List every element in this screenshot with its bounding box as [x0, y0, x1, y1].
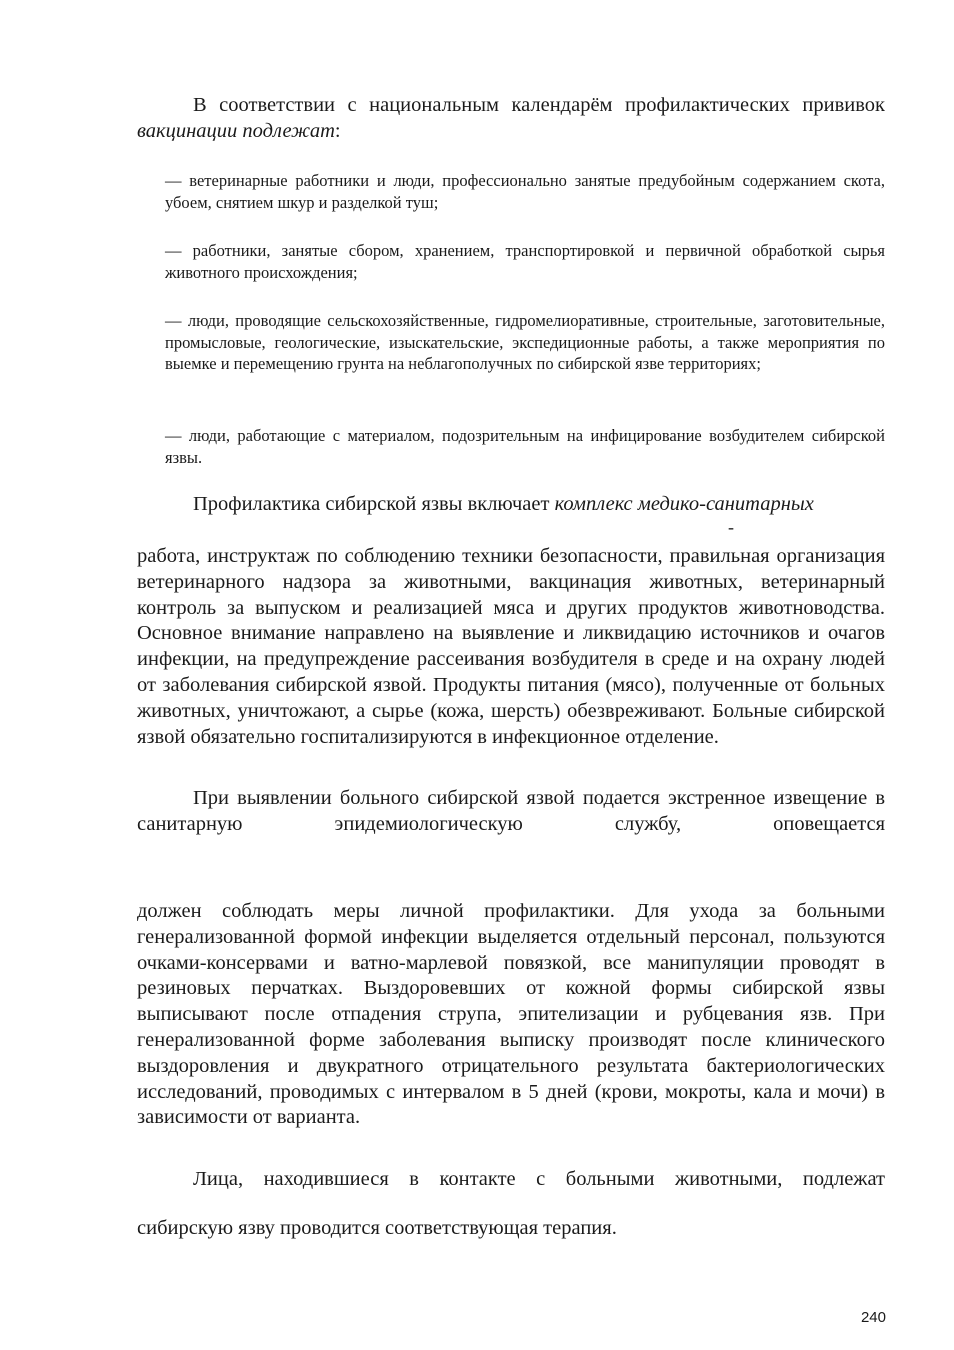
detection-paragraph: При выявлении больного сибирской язвой подается экстренное извещение в санитарную эпидемиологическую службу, оповещается [137, 787, 885, 835]
prophylaxis-text: Профилактика сибирской язвы включает [193, 493, 555, 515]
page-number: 240 [860, 1309, 886, 1326]
intro-emphasis: вакцинации подлежат [137, 119, 335, 142]
contacts-continuation: сибирскую язву проводится соответствующая терапия. [137, 1217, 617, 1239]
intro-colon: : [334, 119, 341, 142]
prophylaxis-lead [137, 492, 885, 518]
prophylaxis-continuation: работа, инструктаж по соблюдению техники безопасности, правильная организация ветеринарного надзора за животными, вакцинация животных, ветеринарный контроль за выпуском и реализацией мяса и других продуктов животноводства. Основное внимание направлено на выявление и ликвидацию источников и очагов инфекции, на предупреждение рассеивания возбудителя в среде и на охрану людей от заболевания сибирской язвой. Продукты питания (мясо), полученные от больных животных, уничтожают, а сырье (кожа, шерсть) обезвреживают. Больные сибирской язвой обязательно госпитализируются в инфекционное отделение. [137, 545, 885, 748]
contacts-paragraph: Лица, находившиеся в контакте с больными животными, подлежат [193, 1168, 885, 1190]
intro-text: В соответствии с национальным календарём профилактических прививок [193, 94, 885, 116]
list-item: — люди, проводящие сельскохозяйственные, гидромелиоративные, строительные, заготовительные, промысловые, геологические, изыскательские, экспедиционные работы, а также мероприятия по выемке и перемещению грунта на неблагополучных по сибирской язве территориях; [165, 311, 885, 373]
list-item: — люди, работающие с материалом, подозрительным на инфицирование возбудителем сибирской язвы. [165, 426, 885, 467]
list-item: — ветеринарные работники и люди, профессионально занятые предубойным содержанием скота, убоем, снятием шкур и разделкой туш; [165, 171, 885, 212]
list-item: — работники, занятые сбором, хранением, транспортировкой и первичной обработкой сырья животного происхождения; [165, 241, 885, 282]
intro-paragraph [137, 93, 885, 145]
prophylaxis-emphasis: комплекс медико-санитарных [554, 493, 814, 515]
detection-continuation: должен соблюдать меры личной профилактики. Для ухода за больными генерализованной формой инфекции выделяется отдельный персонал, пользуются очками-консервами и ватно-марлевой повязкой, все манипуляции проводят в резиновых перчатках. Выздоровевших от кожной формы сибирской язвы выписывают после отпадения струпа, эпителизации и рубцевания язв. При генерализованной форме заболевания выписку производят после клинического выздоровления и двукратного отрицательного результата бактериологических исследований, проводимых с интервалом в 5 дней (крови, мокроты, кала и мочи) в зависимости от варианта. [137, 900, 885, 1129]
stray-dash: - [728, 517, 734, 537]
